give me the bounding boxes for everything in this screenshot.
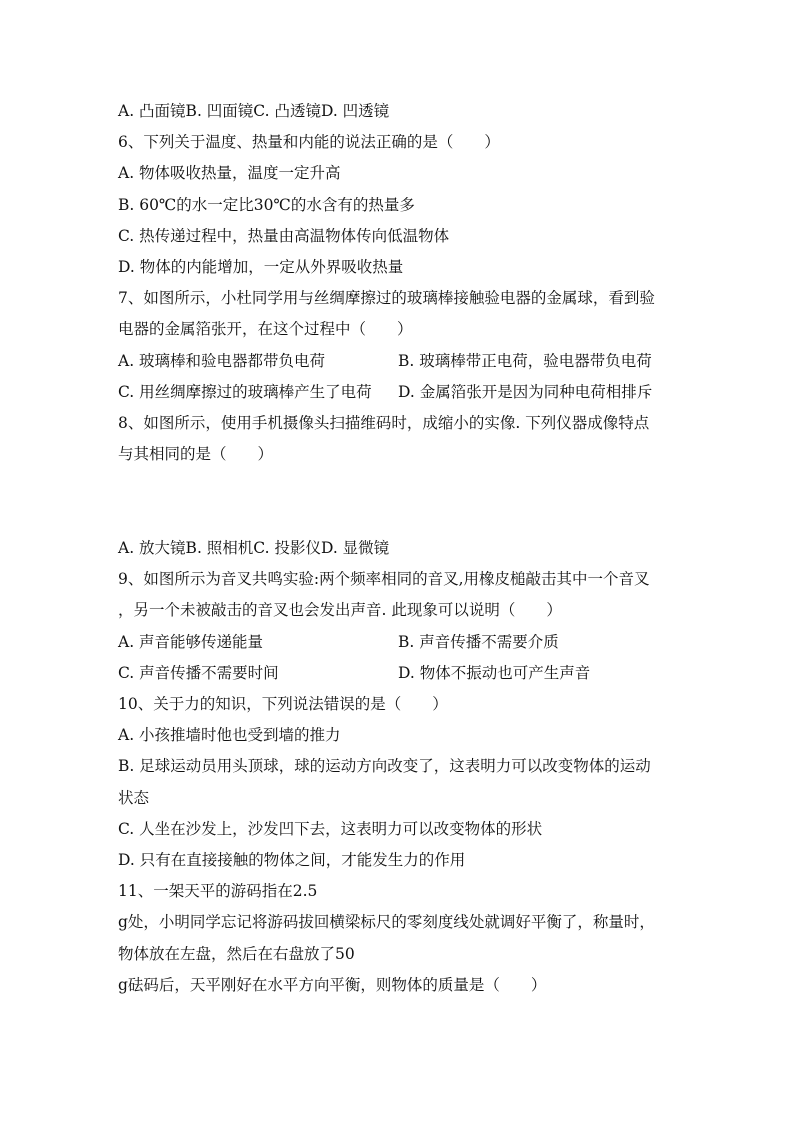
q10-option-c: C. 人坐在沙发上，沙发凹下去，这表明力可以改变物体的形状 bbox=[118, 820, 543, 838]
q6-option-b: B. 60℃的水一定比30℃的水含有的热量多 bbox=[118, 196, 415, 214]
q10-option-a: A. 小孩推墙时他也受到墙的推力 bbox=[118, 726, 341, 744]
q8-stem-line1: 8、如图所示，使用手机摄像头扫描维码时，成缩小的实像. 下列仪器成像特点 bbox=[118, 414, 650, 432]
q7-option-d: D. 金属箔张开是因为同种电荷相排斥 bbox=[398, 383, 653, 401]
q7-option-b: B. 玻璃棒带正电荷，验电器带负电荷 bbox=[398, 352, 652, 370]
q10-option-b-line2: 状态 bbox=[118, 789, 150, 807]
q7-option-c: C. 用丝绸摩擦过的玻璃棒产生了电荷 bbox=[118, 383, 372, 401]
q8-stem-line2: 与其相同的是（ ） bbox=[118, 445, 274, 463]
q10-stem: 10、关于力的知识，下列说法错误的是（ ） bbox=[118, 695, 448, 713]
q7-stem-line2: 电器的金属箔张开，在这个过程中（ ） bbox=[118, 320, 413, 338]
q5-options: A. 凸面镜B. 凹面镜C. 凸透镜D. 凹透镜 bbox=[118, 102, 390, 120]
q7-option-a: A. 玻璃棒和验电器都带负电荷 bbox=[118, 352, 326, 370]
q7-stem-line1: 7、如图所示，小杜同学用与丝绸摩擦过的玻璃棒接触验电器的金属球，看到验 bbox=[118, 289, 655, 307]
q6-option-d: D. 物体的内能增加，一定从外界吸收热量 bbox=[118, 258, 404, 276]
q11-stem-line1: 11、一架天平的游码指在2.5 bbox=[118, 882, 318, 900]
q6-stem: 6、下列关于温度、热量和内能的说法正确的是（ ） bbox=[118, 133, 500, 151]
q9-option-b: B. 声音传播不需要介质 bbox=[398, 633, 559, 651]
q6-option-a: A. 物体吸收热量，温度一定升高 bbox=[118, 164, 341, 182]
q11-stem-line2: g处，小明同学忘记将游码拔回横梁标尺的零刻度线处就调好平衡了，称量时， bbox=[118, 913, 655, 931]
q11-stem-line3: 物体放在左盘，然后在右盘放了50 bbox=[118, 945, 355, 963]
q6-option-c: C. 热传递过程中，热量由高温物体传向低温物体 bbox=[118, 227, 450, 245]
q9-stem-line1: 9、如图所示为音叉共鸣实验:两个频率相同的音叉,用橡皮槌敲击其中一个音叉 bbox=[118, 570, 650, 588]
q8-options: A. 放大镜B. 照相机C. 投影仪D. 显微镜 bbox=[118, 539, 390, 557]
q11-stem-line4: g砝码后，天平刚好在水平方向平衡，则物体的质量是（ ） bbox=[118, 976, 547, 994]
q9-stem-line2: ，另一个未被敲击的音叉也会发出声音. 此现象可以说明（ ） bbox=[118, 601, 562, 619]
q9-option-d: D. 物体不振动也可产生声音 bbox=[398, 664, 591, 682]
q9-option-a: A. 声音能够传递能量 bbox=[118, 633, 264, 651]
q10-option-b-line1: B. 足球运动员用头顶球，球的运动方向改变了，这表明力可以改变物体的运动 bbox=[118, 757, 651, 775]
q10-option-d: D. 只有在直接接触的物体之间，才能发生力的作用 bbox=[118, 851, 466, 869]
q9-option-c: C. 声音传播不需要时间 bbox=[118, 664, 279, 682]
